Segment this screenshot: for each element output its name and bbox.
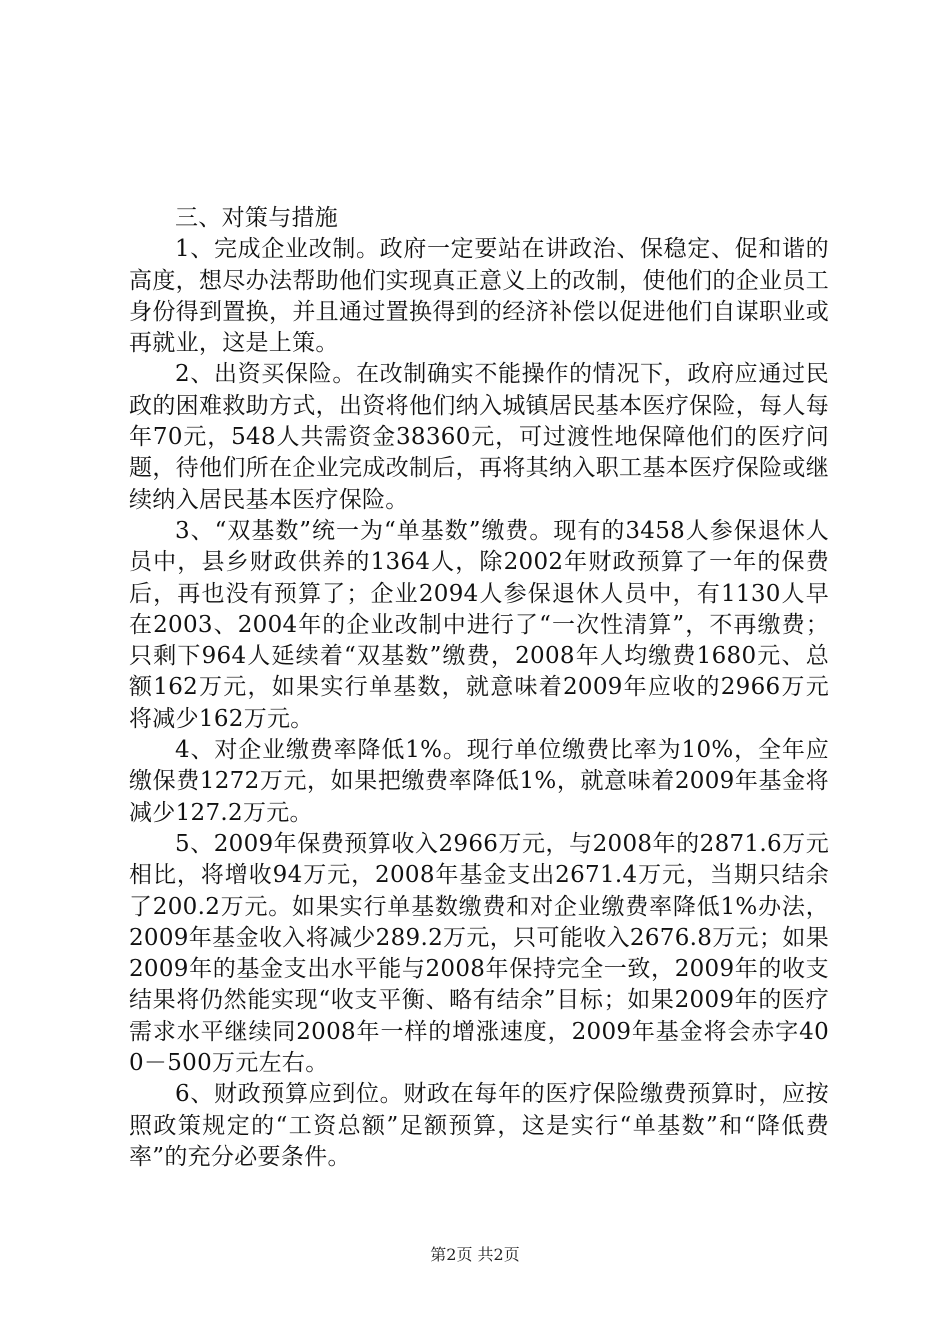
paragraph-3: 3、“双基数”统一为“单基数”缴费。现有的3458人参保退休人员中，县乡财政供养的1364人，除2002年财政预算了一年的保费后，再也没有预算了；企业2094人参保退休人员中，有1130人早在2003、2004年的企业改制中进行了“一次性清算”，不再缴费；只剩下964人延续着“双基数”缴费，2008年人均缴费1680元、总额162万元，如果实行单基数，就意味着2009年应收的2966万元将减少162万元。 bbox=[129, 517, 829, 732]
paragraph-5: 5、2009年保费预算收入2966万元，与2008年的2871.6万元相比，将增收94万元，2008年基金支出2671.4万元，当期只结余了200.2万元。如果实行单基数缴费和对企业缴费率降低1%办法，2009年基金收入将减少289.2万元，只可能收入2676.8万元；如果2009年的基金支出水平能与2008年保持完全一致，2009年的收支结果将仍然能实现“收支平衡、略有结余”目标；如果2009年的医疗需求水平继续同2008年一样的增涨速度，2009年基金将会赤字400－500万元左右。 bbox=[129, 830, 829, 1077]
paragraph-6: 6、财政预算应到位。财政在每年的医疗保险缴费预算时，应按照政策规定的“工资总额”足额预算，这是实行“单基数”和“降低费率”的充分必要条件。 bbox=[129, 1081, 829, 1170]
section-heading: 三、对策与措施 bbox=[175, 205, 339, 231]
paragraph-1: 1、完成企业改制。政府一定要站在讲政治、保稳定、促和谐的高度，想尽办法帮助他们实现真正意义上的改制，使他们的企业员工身份得到置换，并且通过置换得到的经济补偿以促进他们自谋职业或再就业，这是上策。 bbox=[129, 236, 829, 357]
paragraph-4: 4、对企业缴费率降低1%。现行单位缴费比率为10%，全年应缴保费1272万元，如果把缴费率降低1%，就意味着2009年基金将减少127.2万元。 bbox=[129, 737, 829, 826]
paragraph-2: 2、出资买保险。在改制确实不能操作的情况下，政府应通过民政的困难救助方式，出资将他们纳入城镇居民基本医疗保险，每人每年70元，548人共需资金38360元，可过渡性地保障他们的医疗问题，待他们所在企业完成改制后，再将其纳入职工基本医疗保险或继续纳入居民基本医疗保险。 bbox=[129, 361, 829, 513]
document-body bbox=[129, 203, 829, 1173]
page-number-footer: 第2页 共2页 bbox=[430, 1245, 520, 1264]
